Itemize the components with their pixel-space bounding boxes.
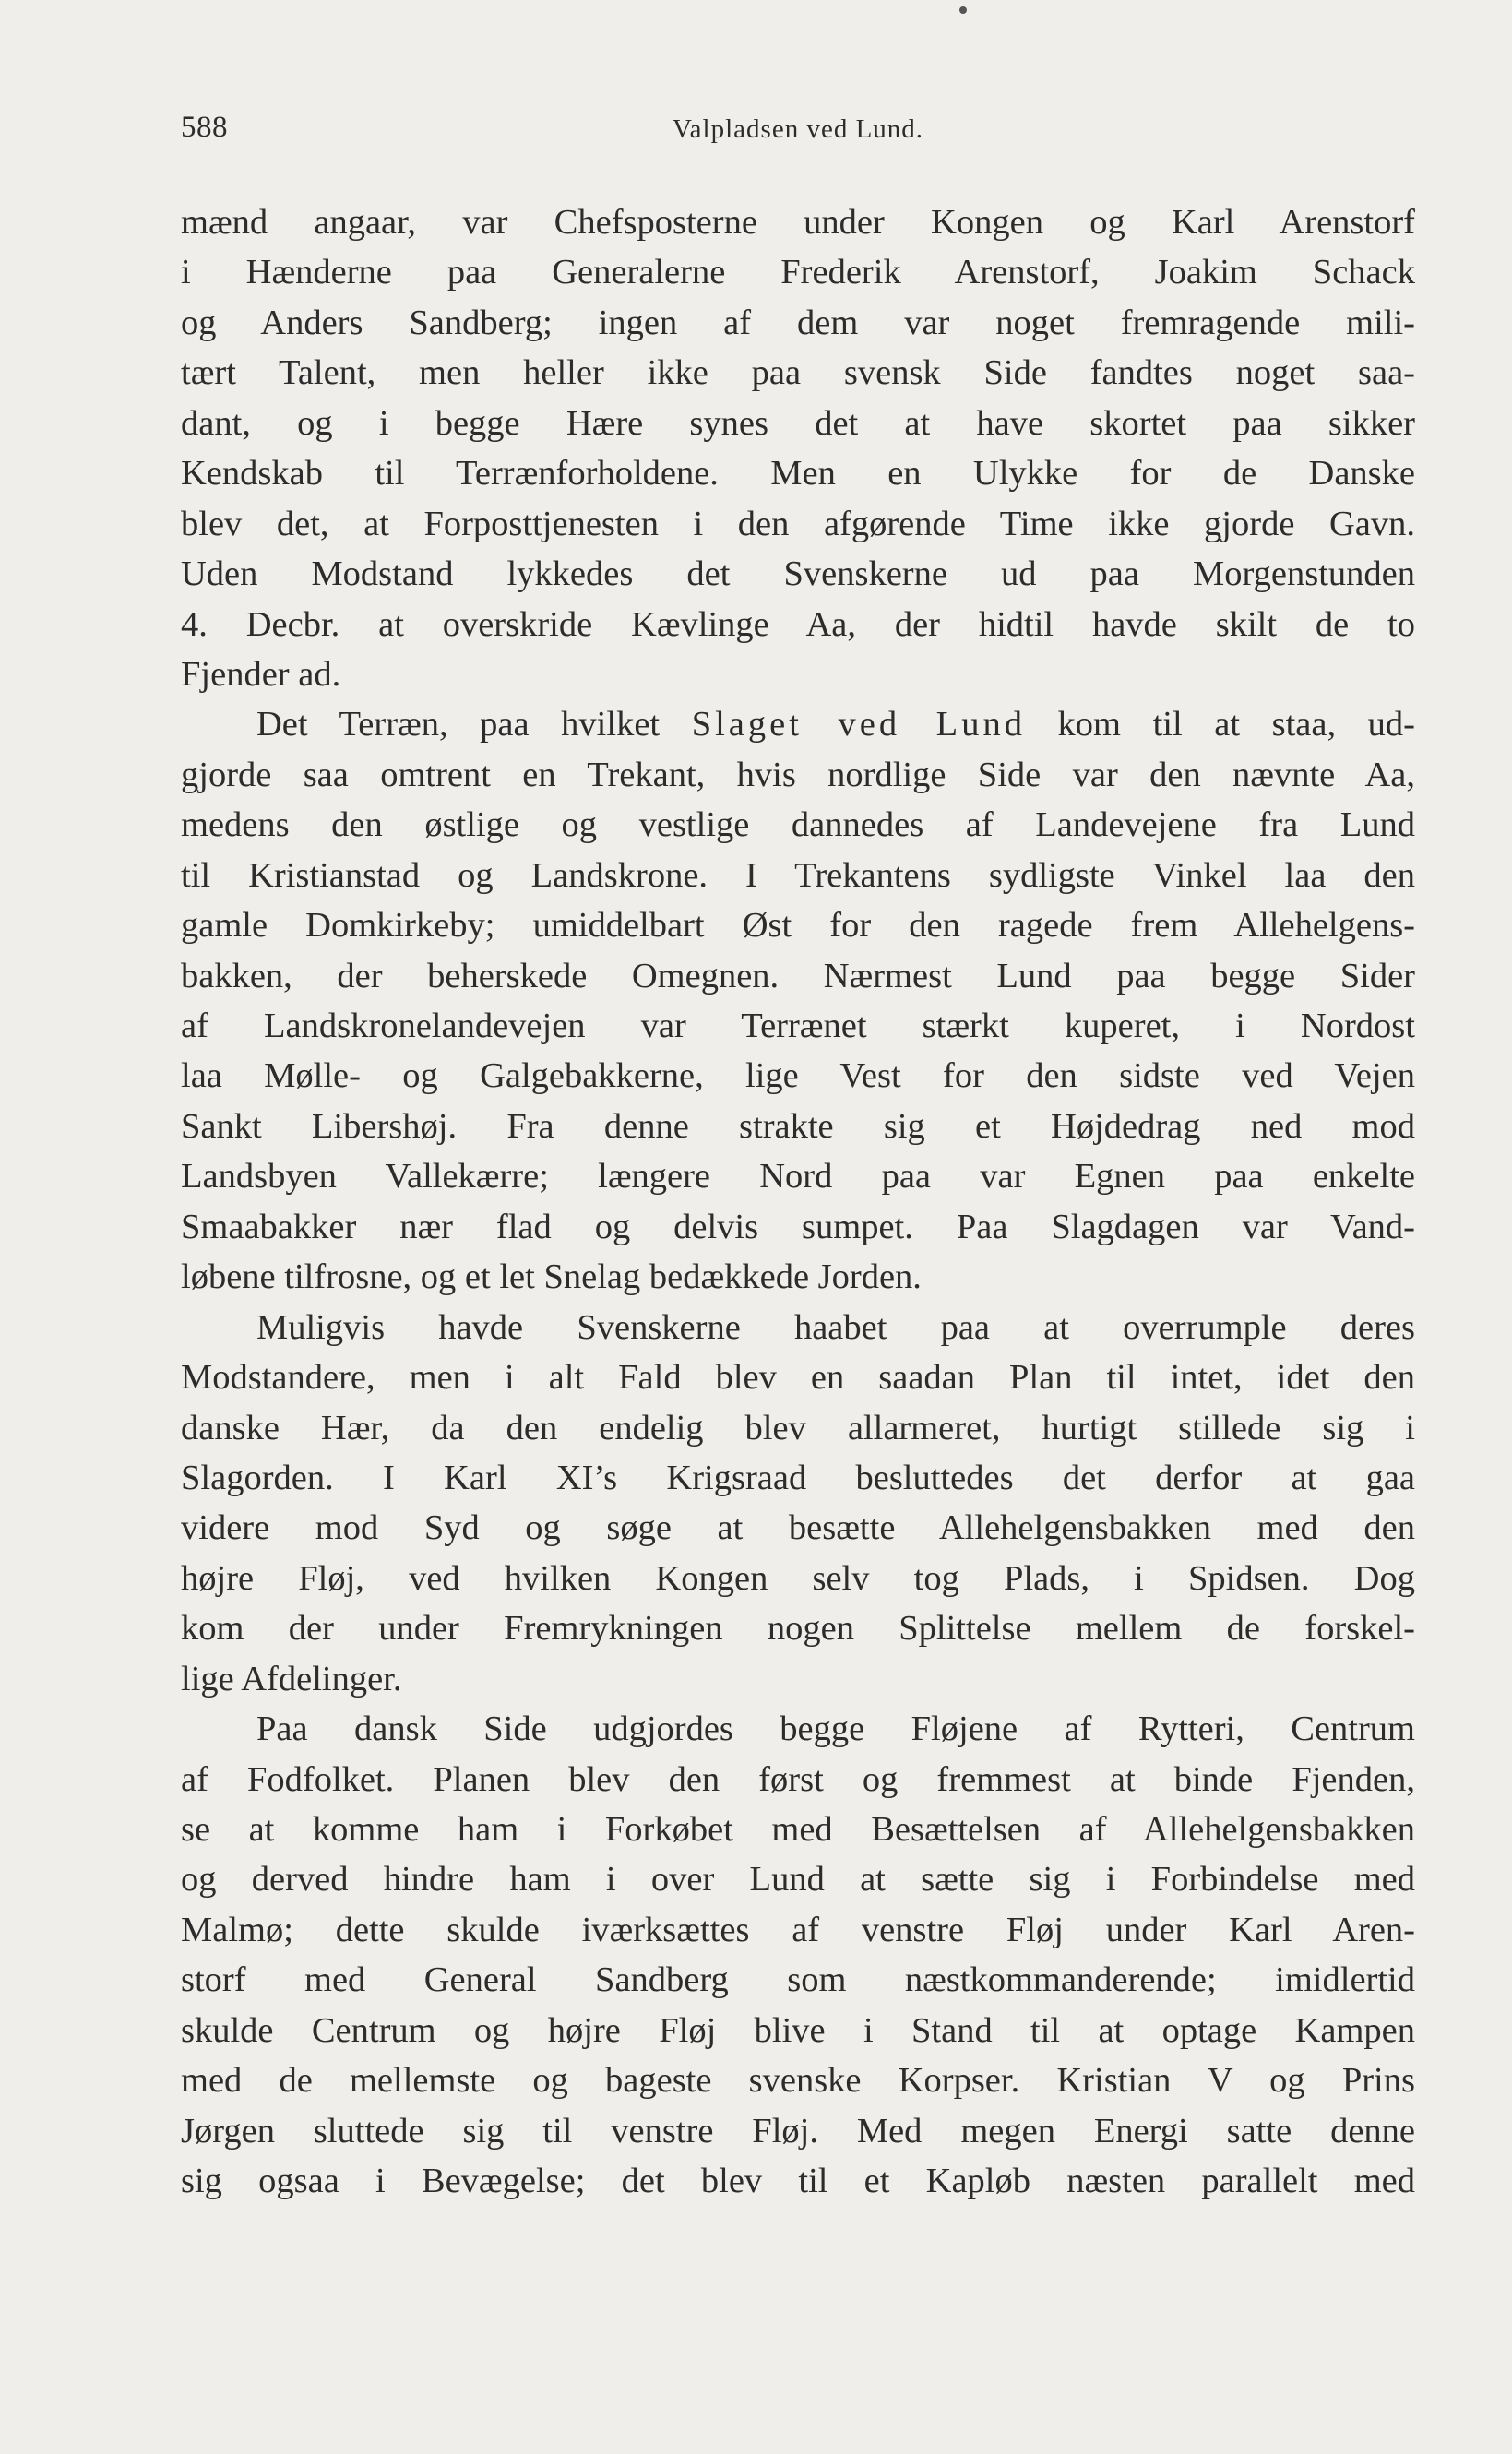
text-line: og derved hindre ham i over Lund at sætte sig i Forbindelse med — [181, 1860, 1415, 1900]
text-line: Muligvis havde Svenskerne haabet paa at overrumple deres — [256, 1307, 1415, 1347]
text-line: 4. Decbr. at overskride Kævlinge Aa, der hidtil havde skilt de to — [181, 604, 1415, 644]
text-line: skulde Centrum og højre Fløj blive i Stand til at optage Kampen — [181, 2010, 1415, 2050]
text-line: og Anders Sandberg; ingen af dem var noget fremragende mili- — [181, 303, 1415, 342]
text-line: blev det, at Forposttjenesten i den afgørende Time ikke gjorde Gavn. — [181, 504, 1415, 543]
text-line: danske Hær, da den endelig blev allarmeret, hurtigt stillede sig i — [181, 1408, 1415, 1447]
running-head: Valpladsen ved Lund. — [672, 114, 924, 144]
text-line: lige Afdelinger. — [181, 1659, 402, 1698]
text-line: Smaabakker nær flad og delvis sumpet. Paa Slagdagen var Vand- — [181, 1207, 1415, 1246]
text-line: gjorde saa omtrent en Trekant, hvis nordlige Side var den nævnte Aa, — [181, 755, 1415, 794]
text-line: mænd angaar, var Chefsposterne under Kongen og Karl Arenstorf — [181, 203, 1415, 242]
text-line: i Hænderne paa Generalerne Frederik Arenstorf, Joakim Schack — [181, 253, 1415, 292]
text-line: Slagorden. I Karl XI’s Krigsraad besluttedes det derfor at gaa — [181, 1458, 1415, 1497]
text-line: tært Talent, men heller ikke paa svensk Side fandtes noget saa- — [181, 353, 1415, 393]
text-line: Sankt Libershøj. Fra denne strakte sig et Højdedrag ned mod — [181, 1106, 1415, 1146]
text-line: Uden Modstand lykkedes det Svenskerne ud paa Morgenstunden — [181, 554, 1415, 594]
text-line: Malmø; dette skulde iværksættes af venstre Fløj under Karl Aren- — [181, 1910, 1415, 1949]
text-line: Modstandere, men i alt Fald blev en saadan Plan til intet, idet den — [181, 1358, 1415, 1398]
text-line: dant, og i begge Hære synes det at have skortet paa sikker — [181, 403, 1415, 443]
text-line: Landsbyen Vallekærre; længere Nord paa var Egnen paa enkelte — [181, 1157, 1415, 1197]
text-line: Jørgen sluttede sig til venstre Fløj. Med megen Energi satte denne — [181, 2111, 1415, 2150]
body-text — [181, 197, 1415, 2207]
text-line: højre Fløj, ved hvilken Kongen selv tog Plads, i Spidsen. Dog — [181, 1558, 1415, 1598]
page-number: 588 — [181, 111, 228, 144]
text-line: Kendskab til Terrænforholdene. Men en Ulykke for de Danske — [181, 454, 1415, 494]
text-line: storf med General Sandberg som næstkommanderende; imidlertid — [181, 1960, 1415, 2000]
text-line: bakken, der beherskede Omegnen. Nærmest Lund paa begge Sider — [181, 956, 1415, 995]
text-line: laa Mølle- og Galgebakkerne, lige Vest for den sidste ved Vejen — [181, 1056, 1415, 1096]
text-line: se at komme ham i Forkøbet med Besættelsen af Allehelgensbakken — [181, 1810, 1415, 1849]
text-line: løbene tilfrosne, og et let Snelag bedækkede Jorden. — [181, 1257, 922, 1297]
text-line: Fjender ad. — [181, 654, 341, 694]
text-line: til Kristianstad og Landskrone. I Trekantens sydligste Vinkel laa den — [181, 855, 1415, 895]
text-line — [181, 699, 1415, 749]
text-line: medens den østlige og vestlige dannedes af Landevejene fra Lund — [181, 805, 1415, 845]
text-line: sig ogsaa i Bevægelse; det blev til et Kapløb næsten parallelt med — [181, 2162, 1415, 2201]
text-segment: kom til at staa, ud- — [1025, 705, 1416, 745]
text-line: gamle Domkirkeby; umiddelbart Øst for den ragede frem Allehelgens- — [181, 906, 1415, 946]
print-speck — [959, 6, 967, 14]
text-line: af Fodfolket. Planen blev den først og fremmest at binde Fjenden, — [181, 1759, 1415, 1799]
text-line: Paa dansk Side udgjordes begge Fløjene af Rytteri, Centrum — [256, 1709, 1415, 1749]
text-segment: Det Terræn, paa hvilket — [256, 705, 692, 745]
page-header — [181, 109, 1415, 164]
text-line: videre mod Syd og søge at besætte Allehelgensbakken med den — [181, 1508, 1415, 1548]
spaced-emphasis: Slaget ved Lund — [691, 705, 1026, 745]
text-line: med de mellemste og bageste svenske Korpser. Kristian V og Prins — [181, 2061, 1415, 2101]
text-line: kom der under Fremrykningen nogen Splittelse mellem de forskel- — [181, 1609, 1415, 1649]
text-line: af Landskronelandevejen var Terrænet stærkt kuperet, i Nordost — [181, 1007, 1415, 1045]
